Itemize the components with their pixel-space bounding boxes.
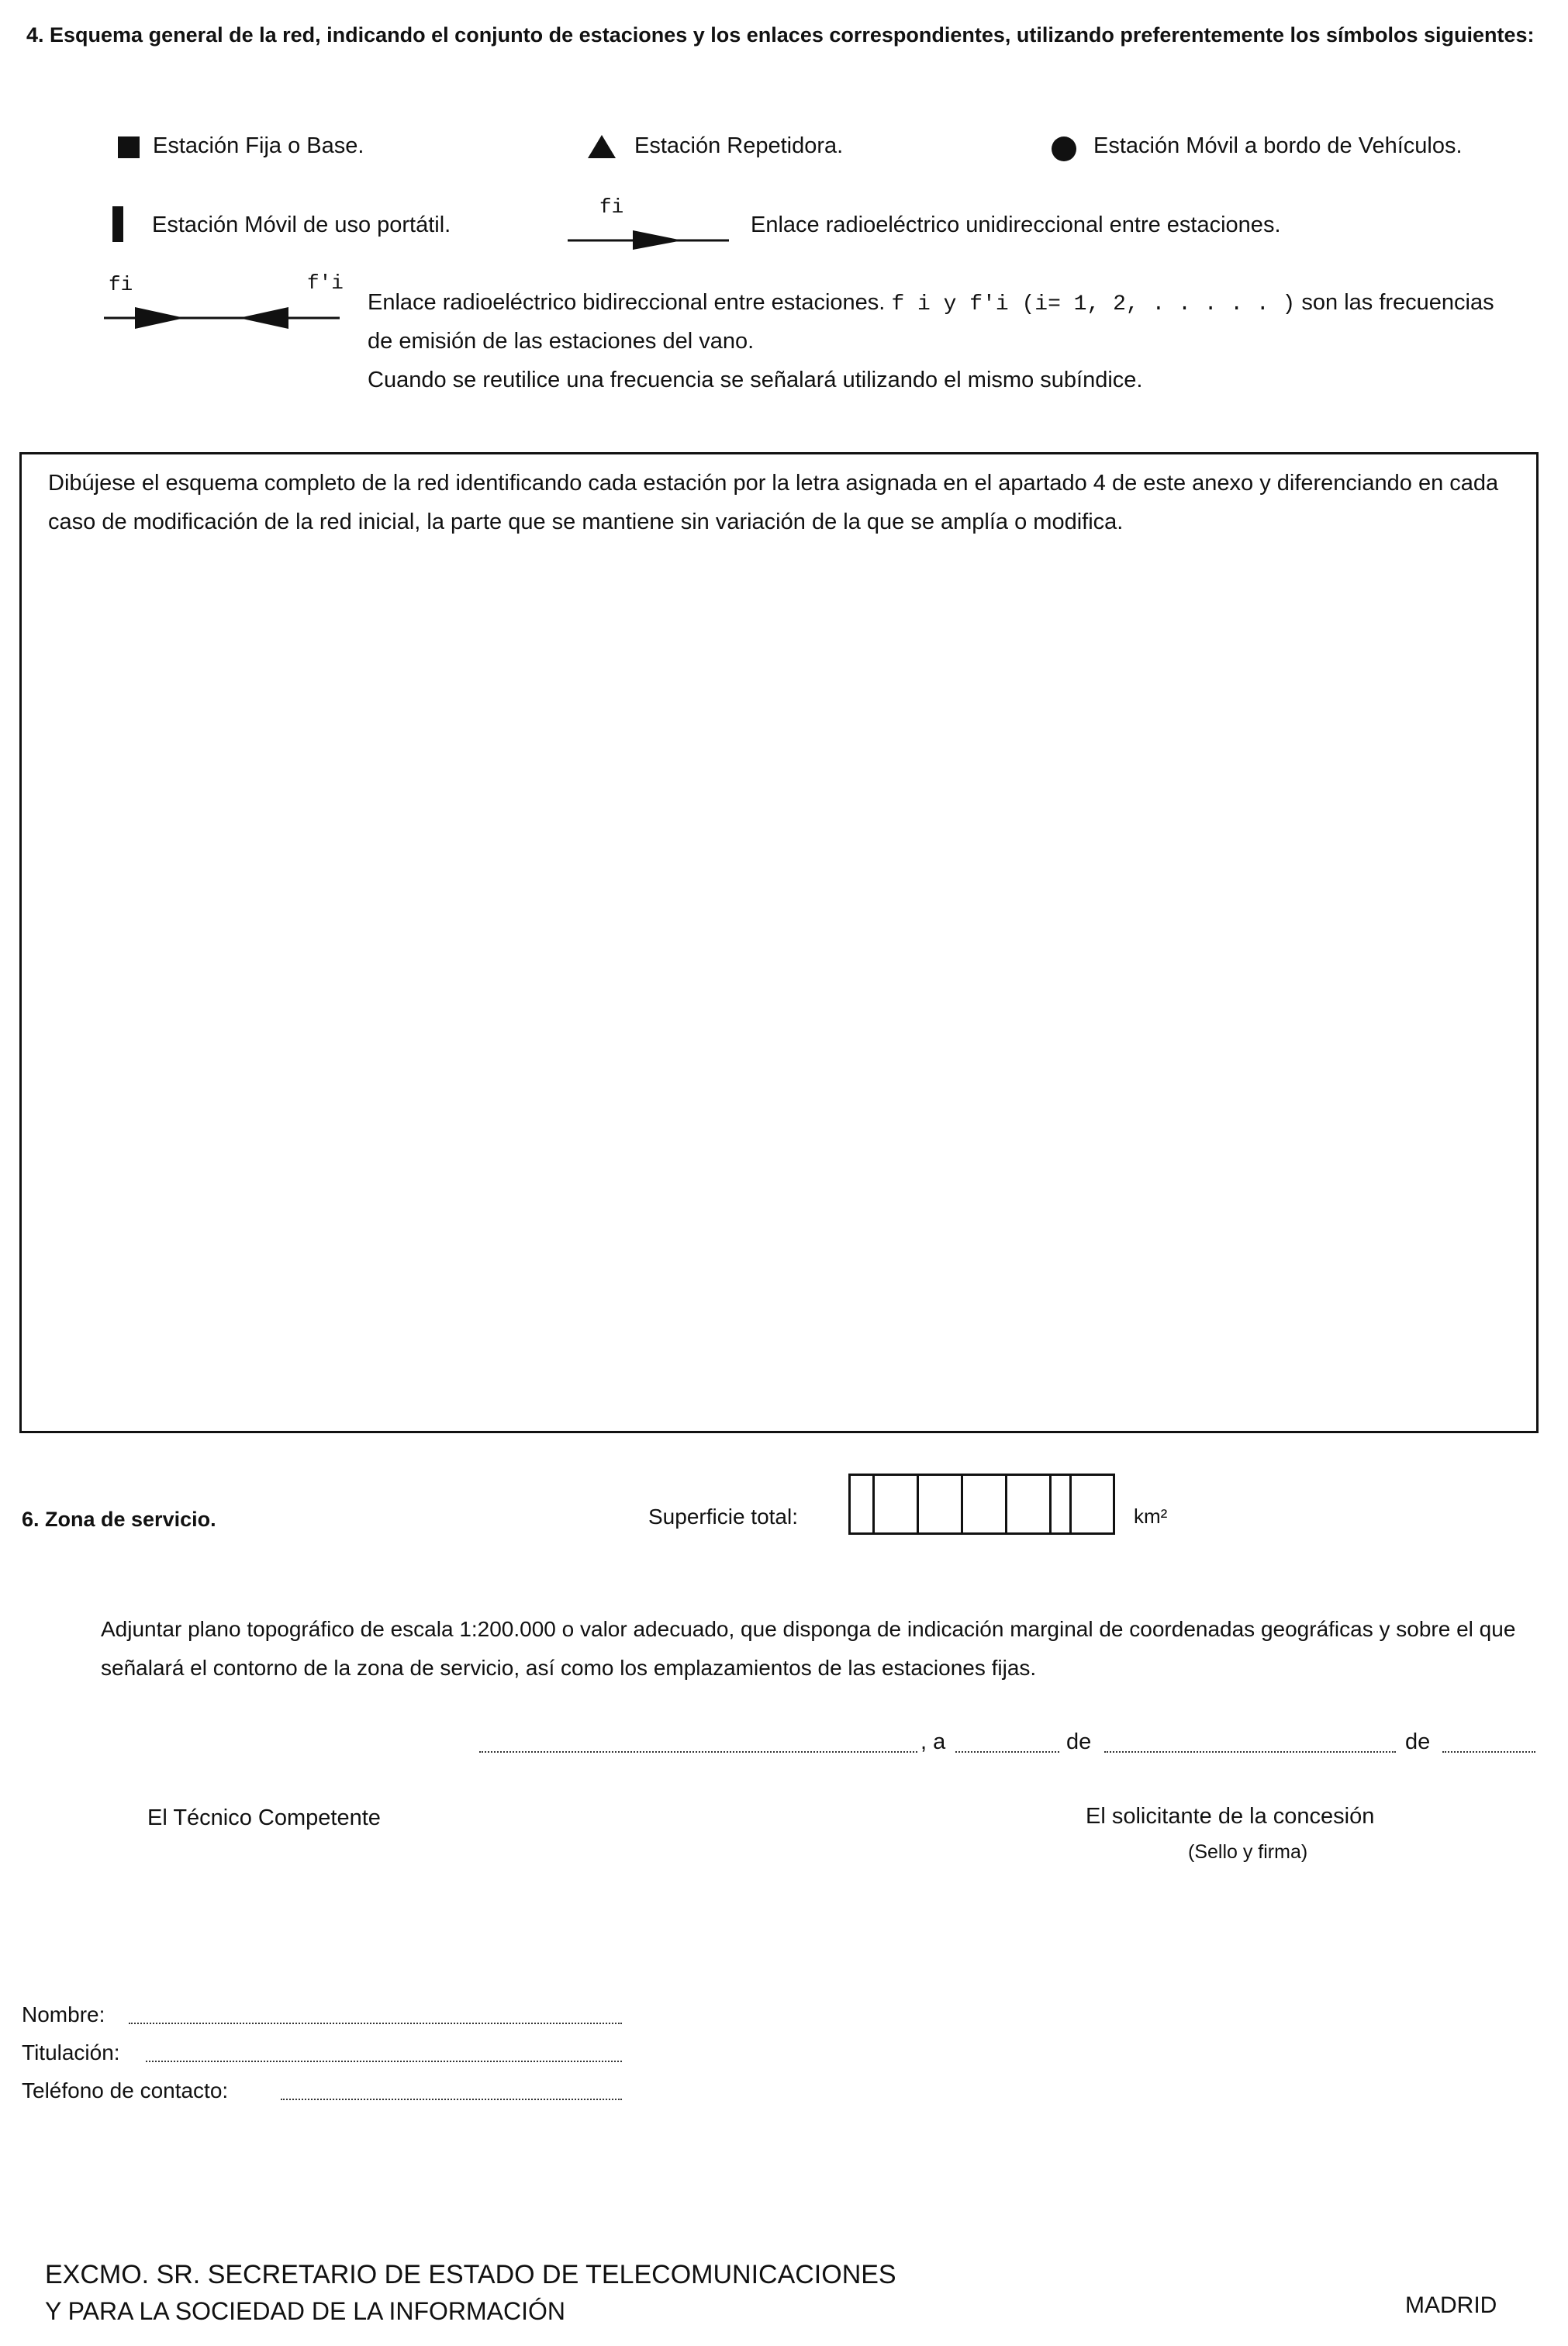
map-instructions: Adjuntar plano topográfico de escala 1:200.000 o valor adecuado, que disponga de indicación marginal de coordenadas geográficas y sobre el que señalará el contorno de la zona de servicio, así como los emplazamientos de las estaciones fijas. <box>101 1617 1516 1680</box>
month-field[interactable] <box>1104 1751 1396 1753</box>
de-label-1: de <box>1066 1729 1092 1754</box>
surface-label: Superficie total: <box>648 1505 798 1529</box>
day-field[interactable] <box>955 1751 1059 1753</box>
legend-unidirectional: Enlace radioeléctrico unidireccional entre estaciones. <box>751 212 1281 237</box>
comma-a-label: , a <box>920 1729 946 1754</box>
surface-total-input[interactable] <box>848 1474 1115 1535</box>
digit-cell-divider <box>1049 1476 1052 1532</box>
bidirectional-frequency-left-label: fi <box>109 273 133 296</box>
digit-cell-divider <box>872 1476 875 1532</box>
year-field[interactable] <box>1442 1751 1535 1753</box>
digit-cell-divider <box>1069 1476 1072 1532</box>
surface-unit: km² <box>1134 1505 1168 1528</box>
repeater-station-icon <box>588 135 616 158</box>
legend-repeater: Estación Repetidora. <box>634 133 844 158</box>
bidirectional-frequency-right-label: f'i <box>307 271 344 295</box>
section-6-title: 6. Zona de servicio. <box>22 1508 216 1531</box>
digit-cell-divider <box>961 1476 963 1532</box>
technician-signature-label: El Técnico Competente <box>147 1805 381 1830</box>
phone-field[interactable] <box>281 2099 622 2100</box>
legend-bidirectional-line-2: de emisión de las estaciones del vano. <box>368 329 755 354</box>
fixed-station-icon <box>118 136 140 158</box>
applicant-signature-label: El solicitante de la concesión <box>1086 1804 1375 1829</box>
unidirectional-link-icon <box>566 226 730 250</box>
frequency-notation: f i y f'i (i= 1, 2, . . . . . ) <box>891 292 1296 316</box>
de-label-2: de <box>1405 1729 1431 1754</box>
digit-cell-divider <box>917 1476 919 1532</box>
addressee-line-2: Y PARA LA SOCIEDAD DE LA INFORMACIÓN <box>45 2297 565 2325</box>
legend-portable-mobile: Estación Móvil de uso portátil. <box>152 212 451 237</box>
seal-and-signature-label: (Sello y firma) <box>1188 1841 1308 1863</box>
vehicle-station-icon <box>1052 136 1076 161</box>
degree-field[interactable] <box>146 2061 622 2062</box>
name-field[interactable] <box>129 2023 622 2024</box>
phone-label: Teléfono de contacto: <box>22 2078 229 2102</box>
unidirectional-frequency-label: fi <box>599 195 624 219</box>
bidirectional-link-icon <box>102 302 343 333</box>
addressee-line-1: EXCMO. SR. SECRETARIO DE ESTADO DE TELECOMUNICACIONES <box>45 2260 896 2289</box>
digit-cell-divider <box>1005 1476 1007 1532</box>
degree-label: Titulación: <box>22 2040 120 2064</box>
place-field[interactable] <box>479 1751 917 1753</box>
legend-bidirectional-text: Enlace radioeléctrico bidireccional entre estaciones. <box>368 290 886 315</box>
legend-fixed-base: Estación Fija o Base. <box>153 133 364 158</box>
network-diagram-area[interactable] <box>19 452 1539 1433</box>
legend-bidirectional-tail: son las frecuencias <box>1301 290 1494 315</box>
legend-vehicle-mobile: Estación Móvil a bordo de Vehículos. <box>1093 133 1463 158</box>
name-label: Nombre: <box>22 2002 105 2026</box>
legend-bidirectional-line-1 <box>368 290 1494 316</box>
city-label: MADRID <box>1405 2292 1497 2318</box>
legend-bidirectional-line-3: Cuando se reutilice una frecuencia se señalará utilizando el mismo subíndice. <box>368 368 1143 392</box>
portable-station-icon <box>112 206 123 242</box>
drawing-instructions: Dibújese el esquema completo de la red identificando cada estación por la letra asignada en el apartado 4 de este anexo y diferenciando en cada caso de modificación de la red inicial, la parte que se mantiene sin variación de la que se amplía o modifica. <box>48 471 1499 534</box>
section-4-title: 4. Esquema general de la red, indicando el conjunto de estaciones y los enlaces correspondientes, utilizando preferentemente los símbolos siguientes: <box>26 23 1535 47</box>
